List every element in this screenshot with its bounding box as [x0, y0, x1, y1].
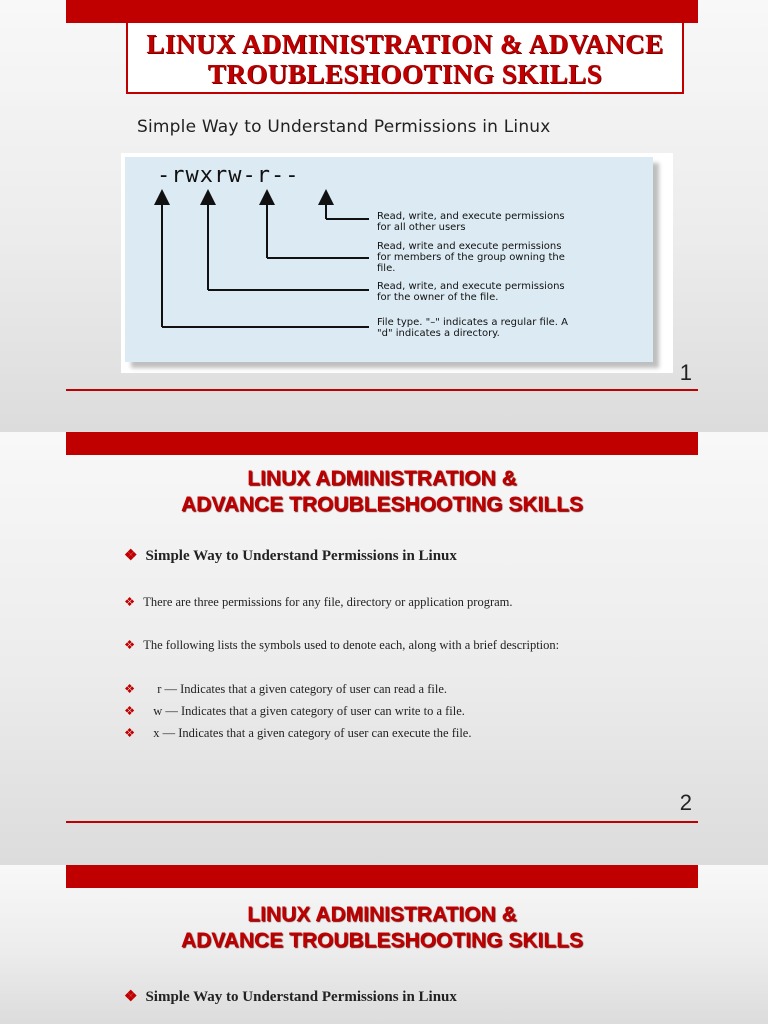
- note-owner-line-2: for the owner of the file.: [377, 292, 499, 303]
- title-line-1: LINUX ADMINISTRATION &: [247, 467, 517, 490]
- slide-title: [66, 466, 698, 518]
- diamond-bullet-icon: ❖: [124, 595, 136, 609]
- title-line-2: TROUBLESHOOTING SKILLS: [207, 59, 603, 89]
- bullet-item: [124, 594, 513, 610]
- diamond-bullet-icon: ❖: [124, 704, 136, 718]
- bullet-item: [124, 725, 471, 741]
- diamond-bullet-icon: ❖: [124, 726, 136, 740]
- slide-title: [66, 902, 698, 954]
- slide-number: 2: [679, 790, 692, 815]
- title-line-2: ADVANCE TROUBLESHOOTING SKILLS: [180, 929, 584, 952]
- note-file-type: [377, 317, 568, 339]
- note-others-line-2: for all other users: [377, 222, 466, 233]
- top-red-bar: [66, 0, 698, 23]
- note-others: [377, 211, 565, 233]
- permissions-diagram-panel: [125, 157, 653, 362]
- bullet-item: [124, 681, 447, 697]
- bullet-text: The following lists the symbols used to denote each, along with a brief description:: [143, 638, 560, 652]
- diamond-bullet-icon: ❖: [124, 682, 136, 696]
- bullet-text: x — Indicates that a given category of user can execute the file.: [153, 726, 472, 740]
- slide-title: [128, 23, 682, 89]
- note-group: [377, 241, 565, 274]
- note-owner-line-1: Read, write, and execute permissions: [377, 281, 565, 292]
- note-file-type-line-2: "d" indicates a directory.: [377, 328, 500, 339]
- title-line-2: ADVANCE TROUBLESHOOTING SKILLS: [180, 493, 584, 516]
- slide-subtitle: Simple Way to Understand Permissions in Linux: [137, 117, 551, 137]
- bullet-text: w — Indicates that a given category of user can write to a file.: [153, 704, 465, 718]
- bullet-item: [124, 637, 559, 653]
- bottom-rule: [66, 821, 698, 823]
- bullet-text: r — Indicates that a given category of user can read a file.: [157, 682, 448, 696]
- diamond-bullet-icon: ❖: [124, 638, 136, 652]
- title-line-1: LINUX ADMINISTRATION &: [247, 903, 517, 926]
- top-red-bar: [66, 432, 698, 455]
- bullet-heading: [124, 546, 457, 565]
- bullet-item: [124, 703, 465, 719]
- note-group-line-1: Read, write and execute permissions: [377, 241, 562, 252]
- diamond-bullet-icon: ❖: [124, 548, 138, 564]
- bullet-heading-text: Simple Way to Understand Permissions in Linux: [145, 989, 457, 1005]
- note-owner: [377, 281, 565, 303]
- slide-3: [0, 865, 768, 1024]
- slide-1: [0, 0, 768, 432]
- bullet-text: There are three permissions for any file, directory or application program.: [143, 595, 513, 609]
- note-others-line-1: Read, write, and execute permissions: [377, 211, 565, 222]
- bullet-heading-text: Simple Way to Understand Permissions in Linux: [145, 548, 457, 564]
- bottom-rule: [66, 389, 698, 391]
- bullet-heading: [124, 987, 457, 1006]
- slide-2: [0, 432, 768, 865]
- slide-number: 1: [679, 360, 692, 385]
- note-file-type-line-1: File type. "–" indicates a regular file. A: [377, 317, 568, 328]
- permission-string-text: -rwxrw-r--: [157, 163, 300, 188]
- permissions-diagram: [121, 153, 673, 373]
- note-group-line-2: for members of the group owning the: [377, 252, 565, 263]
- title-line-1: LINUX ADMINISTRATION & ADVANCE: [146, 29, 664, 59]
- note-group-line-3: file.: [377, 263, 396, 274]
- top-red-bar: [66, 865, 698, 888]
- diamond-bullet-icon: ❖: [124, 989, 138, 1005]
- title-box: [126, 23, 684, 94]
